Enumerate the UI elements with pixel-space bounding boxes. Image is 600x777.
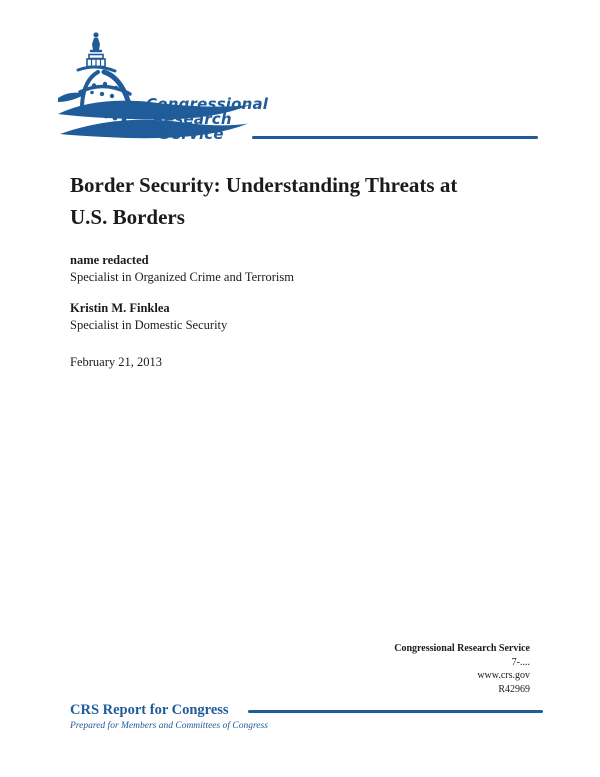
wordmark-line-2: Research xyxy=(153,110,232,128)
footer-prepared-for: Prepared for Members and Committees of Congress xyxy=(70,721,268,731)
crs-logo-wordmark xyxy=(146,97,268,142)
footer-org-name: Congressional Research Service xyxy=(394,643,530,654)
author-block xyxy=(70,252,294,371)
report-title-line-1: Border Security: Understanding Threats at xyxy=(70,173,458,197)
footer-report-number: R42969 xyxy=(498,683,530,695)
footer-phone: 7-.... xyxy=(511,656,530,668)
footer-website: www.crs.gov xyxy=(477,670,530,681)
footer-horizontal-rule xyxy=(248,710,543,713)
author-2-role: Specialist in Domestic Security xyxy=(70,318,228,332)
report-date: February 21, 2013 xyxy=(70,355,162,369)
author-2-name: Kristin M. Finklea xyxy=(70,301,170,315)
author-1 xyxy=(70,252,294,286)
author-2 xyxy=(70,300,294,334)
report-title xyxy=(70,169,550,233)
author-1-role: Specialist in Organized Crime and Terrorism xyxy=(70,270,294,284)
wordmark-line-3: Service xyxy=(160,125,224,143)
author-1-name: name redacted xyxy=(70,253,149,267)
logo-horizontal-rule xyxy=(252,136,538,139)
report-title-line-2: U.S. Borders xyxy=(70,205,185,229)
wordmark-line-1: Congressional xyxy=(146,95,269,113)
footer-crs-report-title: CRS Report for Congress xyxy=(70,702,229,718)
footer-right-block xyxy=(394,642,530,696)
